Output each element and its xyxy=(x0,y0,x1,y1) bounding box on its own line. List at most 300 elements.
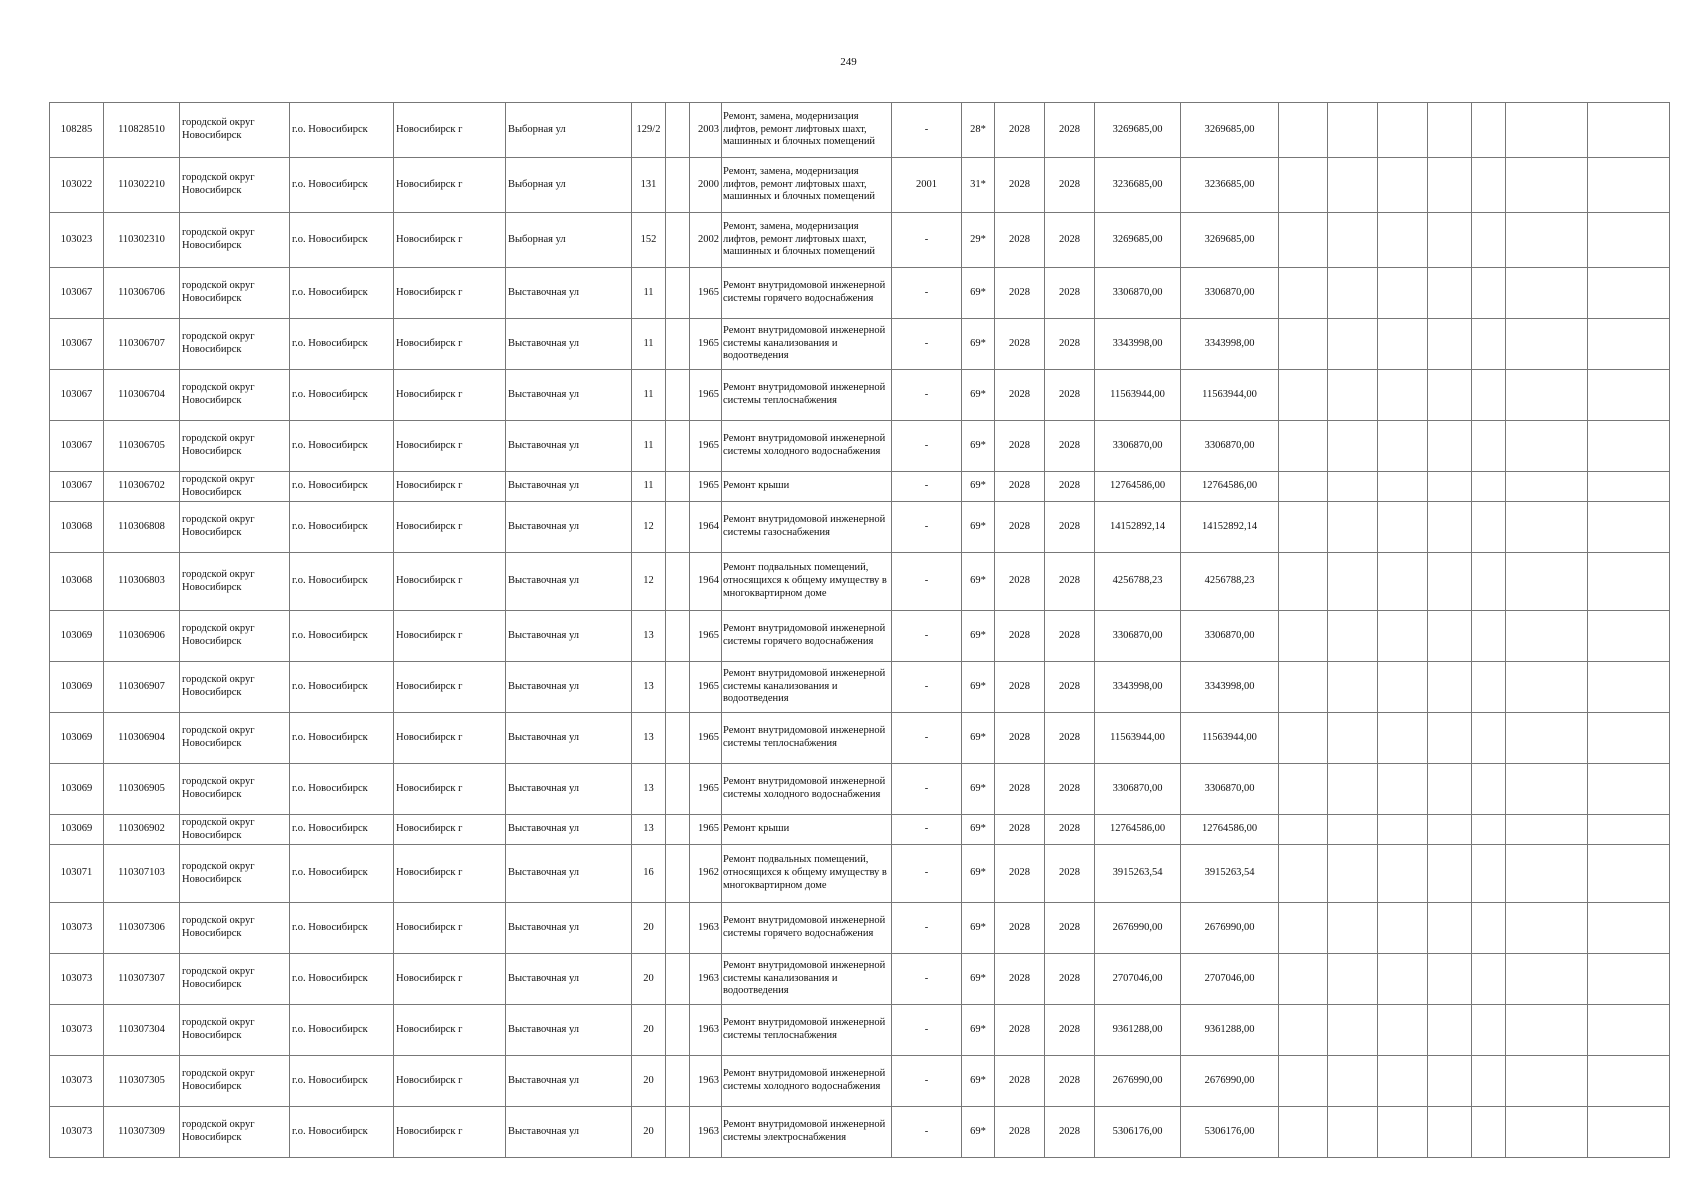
cell-wear: 69* xyxy=(962,954,995,1005)
cell-empty xyxy=(1378,954,1428,1005)
cell-id: 103068 xyxy=(50,553,104,611)
cell-empty xyxy=(1378,421,1428,472)
cell-building xyxy=(666,370,690,421)
cell-empty xyxy=(1328,1056,1378,1107)
cell-empty xyxy=(1279,158,1328,213)
cell-wear: 69* xyxy=(962,903,995,954)
cell-empty xyxy=(1279,1005,1328,1056)
cell-cost-fund: 14152892,14 xyxy=(1181,502,1279,553)
cell-wear: 69* xyxy=(962,764,995,815)
cell-wear: 28* xyxy=(962,103,995,158)
cell-empty xyxy=(1588,319,1670,370)
cell-house: 12 xyxy=(632,553,666,611)
cell-year-built: 1965 xyxy=(690,319,722,370)
cell-empty xyxy=(1588,370,1670,421)
cell-plan-year-start: 2028 xyxy=(995,213,1045,268)
cell-id: 108285 xyxy=(50,103,104,158)
cell-empty xyxy=(1378,103,1428,158)
cell-empty xyxy=(1588,903,1670,954)
cell-wear: 69* xyxy=(962,421,995,472)
cell-house: 20 xyxy=(632,1056,666,1107)
cell-cost-fund: 3236685,00 xyxy=(1181,158,1279,213)
cell-plan-year-end: 2028 xyxy=(1045,319,1095,370)
cell-street: Выставочная ул xyxy=(506,764,632,815)
cell-empty xyxy=(1472,103,1506,158)
cell-municipality: городской округ Новосибирск xyxy=(180,903,290,954)
cell-house: 16 xyxy=(632,845,666,903)
cell-plan-year-start: 2028 xyxy=(995,845,1045,903)
cell-id: 103069 xyxy=(50,611,104,662)
cell-cost-total: 3343998,00 xyxy=(1095,662,1181,713)
cell-wear: 69* xyxy=(962,1107,995,1158)
cell-empty xyxy=(1428,319,1472,370)
cell-city: Новосибирск г xyxy=(394,845,506,903)
cell-year-built: 2002 xyxy=(690,213,722,268)
cell-building xyxy=(666,662,690,713)
cell-city: Новосибирск г xyxy=(394,472,506,502)
cell-building xyxy=(666,611,690,662)
cell-wear: 69* xyxy=(962,815,995,845)
cell-plan-year-start: 2028 xyxy=(995,553,1045,611)
cell-empty xyxy=(1428,370,1472,421)
cell-urban-district: г.о. Новосибирск xyxy=(290,713,394,764)
cell-cost-fund: 2676990,00 xyxy=(1181,903,1279,954)
cell-street: Выставочная ул xyxy=(506,954,632,1005)
cell-work-type: Ремонт внутридомовой инженерной системы горячего водоснабжения xyxy=(722,611,892,662)
cell-municipality: городской округ Новосибирск xyxy=(180,611,290,662)
cell-empty xyxy=(1506,213,1588,268)
cell-code: 110306905 xyxy=(104,764,180,815)
cell-cost-total: 12764586,00 xyxy=(1095,815,1181,845)
cell-street: Выставочная ул xyxy=(506,472,632,502)
cell-empty xyxy=(1428,845,1472,903)
cell-plan-year-end: 2028 xyxy=(1045,472,1095,502)
cell-empty xyxy=(1428,1056,1472,1107)
cell-code: 110307306 xyxy=(104,903,180,954)
table-row xyxy=(50,421,1670,472)
cell-wear: 69* xyxy=(962,472,995,502)
cell-id: 103073 xyxy=(50,954,104,1005)
cell-empty xyxy=(1328,502,1378,553)
cell-urban-district: г.о. Новосибирск xyxy=(290,421,394,472)
cell-year-repair: 2001 xyxy=(892,158,962,213)
cell-empty xyxy=(1328,553,1378,611)
cell-cost-fund: 3306870,00 xyxy=(1181,421,1279,472)
cell-empty xyxy=(1506,1005,1588,1056)
cell-empty xyxy=(1588,158,1670,213)
cell-empty xyxy=(1588,502,1670,553)
cell-street: Выборная ул xyxy=(506,213,632,268)
cell-cost-total: 2707046,00 xyxy=(1095,954,1181,1005)
cell-wear: 69* xyxy=(962,611,995,662)
cell-city: Новосибирск г xyxy=(394,1005,506,1056)
cell-empty xyxy=(1472,319,1506,370)
cell-empty xyxy=(1378,213,1428,268)
cell-wear: 69* xyxy=(962,370,995,421)
cell-house: 152 xyxy=(632,213,666,268)
cell-municipality: городской округ Новосибирск xyxy=(180,1107,290,1158)
cell-empty xyxy=(1472,815,1506,845)
cell-plan-year-start: 2028 xyxy=(995,954,1045,1005)
cell-cost-total: 4256788,23 xyxy=(1095,553,1181,611)
cell-municipality: городской округ Новосибирск xyxy=(180,370,290,421)
cell-urban-district: г.о. Новосибирск xyxy=(290,472,394,502)
cell-house: 11 xyxy=(632,421,666,472)
cell-plan-year-end: 2028 xyxy=(1045,502,1095,553)
cell-empty xyxy=(1472,553,1506,611)
cell-empty xyxy=(1506,1056,1588,1107)
cell-empty xyxy=(1506,421,1588,472)
cell-year-built: 1965 xyxy=(690,472,722,502)
cell-house: 20 xyxy=(632,1107,666,1158)
cell-plan-year-start: 2028 xyxy=(995,1005,1045,1056)
cell-city: Новосибирск г xyxy=(394,764,506,815)
cell-year-repair: - xyxy=(892,472,962,502)
cell-year-built: 2000 xyxy=(690,158,722,213)
cell-plan-year-start: 2028 xyxy=(995,472,1045,502)
cell-empty xyxy=(1472,662,1506,713)
cell-year-built: 1965 xyxy=(690,662,722,713)
cell-street: Выставочная ул xyxy=(506,713,632,764)
cell-id: 103067 xyxy=(50,370,104,421)
cell-code: 110307103 xyxy=(104,845,180,903)
cell-street: Выставочная ул xyxy=(506,903,632,954)
table-row xyxy=(50,213,1670,268)
cell-year-built: 1965 xyxy=(690,815,722,845)
cell-empty xyxy=(1378,1005,1428,1056)
cell-plan-year-start: 2028 xyxy=(995,662,1045,713)
cell-plan-year-start: 2028 xyxy=(995,611,1045,662)
cell-work-type: Ремонт внутридомовой инженерной системы канализования и водоотведения xyxy=(722,319,892,370)
cell-plan-year-end: 2028 xyxy=(1045,764,1095,815)
cell-id: 103073 xyxy=(50,903,104,954)
cell-year-repair: - xyxy=(892,1056,962,1107)
cell-cost-fund: 3343998,00 xyxy=(1181,662,1279,713)
cell-code: 110828510 xyxy=(104,103,180,158)
cell-id: 103069 xyxy=(50,815,104,845)
table-row xyxy=(50,472,1670,502)
cell-empty xyxy=(1279,553,1328,611)
cell-building xyxy=(666,764,690,815)
cell-empty xyxy=(1328,472,1378,502)
cell-code: 110306902 xyxy=(104,815,180,845)
cell-plan-year-start: 2028 xyxy=(995,1056,1045,1107)
cell-empty xyxy=(1506,268,1588,319)
table-row xyxy=(50,815,1670,845)
cell-urban-district: г.о. Новосибирск xyxy=(290,954,394,1005)
cell-house: 11 xyxy=(632,319,666,370)
cell-cost-fund: 4256788,23 xyxy=(1181,553,1279,611)
cell-code: 110302310 xyxy=(104,213,180,268)
cell-cost-total: 3306870,00 xyxy=(1095,764,1181,815)
cell-plan-year-start: 2028 xyxy=(995,421,1045,472)
cell-empty xyxy=(1472,268,1506,319)
cell-urban-district: г.о. Новосибирск xyxy=(290,502,394,553)
cell-empty xyxy=(1328,213,1378,268)
cell-cost-fund: 11563944,00 xyxy=(1181,370,1279,421)
cell-code: 110306906 xyxy=(104,611,180,662)
cell-empty xyxy=(1378,553,1428,611)
cell-year-repair: - xyxy=(892,954,962,1005)
cell-city: Новосибирск г xyxy=(394,268,506,319)
cell-work-type: Ремонт подвальных помещений, относящихся к общему имуществу в многоквартирном доме xyxy=(722,845,892,903)
cell-id: 103022 xyxy=(50,158,104,213)
cell-year-built: 1965 xyxy=(690,611,722,662)
cell-empty xyxy=(1472,421,1506,472)
cell-house: 13 xyxy=(632,662,666,713)
cell-house: 13 xyxy=(632,713,666,764)
cell-empty xyxy=(1328,954,1378,1005)
cell-street: Выставочная ул xyxy=(506,268,632,319)
cell-empty xyxy=(1588,1056,1670,1107)
cell-house: 20 xyxy=(632,1005,666,1056)
cell-id: 103068 xyxy=(50,502,104,553)
cell-street: Выборная ул xyxy=(506,103,632,158)
cell-house: 20 xyxy=(632,954,666,1005)
cell-empty xyxy=(1472,370,1506,421)
cell-year-repair: - xyxy=(892,1107,962,1158)
cell-empty xyxy=(1506,319,1588,370)
cell-year-repair: - xyxy=(892,611,962,662)
cell-empty xyxy=(1588,764,1670,815)
cell-wear: 69* xyxy=(962,268,995,319)
cell-cost-total: 3236685,00 xyxy=(1095,158,1181,213)
cell-empty xyxy=(1428,268,1472,319)
cell-street: Выборная ул xyxy=(506,158,632,213)
cell-empty xyxy=(1279,845,1328,903)
cell-urban-district: г.о. Новосибирск xyxy=(290,815,394,845)
cell-wear: 69* xyxy=(962,1056,995,1107)
cell-year-built: 1962 xyxy=(690,845,722,903)
cell-id: 103073 xyxy=(50,1056,104,1107)
cell-empty xyxy=(1472,1107,1506,1158)
cell-municipality: городской округ Новосибирск xyxy=(180,103,290,158)
cell-id: 103067 xyxy=(50,472,104,502)
cell-code: 110307309 xyxy=(104,1107,180,1158)
cell-cost-total: 9361288,00 xyxy=(1095,1005,1181,1056)
cell-empty xyxy=(1279,1107,1328,1158)
cell-work-type: Ремонт внутридомовой инженерной системы канализования и водоотведения xyxy=(722,662,892,713)
cell-cost-total: 12764586,00 xyxy=(1095,472,1181,502)
cell-wear: 69* xyxy=(962,713,995,764)
cell-cost-total: 3915263,54 xyxy=(1095,845,1181,903)
cell-empty xyxy=(1506,662,1588,713)
cell-plan-year-end: 2028 xyxy=(1045,268,1095,319)
cell-street: Выставочная ул xyxy=(506,845,632,903)
cell-wear: 29* xyxy=(962,213,995,268)
table-row xyxy=(50,1056,1670,1107)
cell-year-repair: - xyxy=(892,421,962,472)
cell-municipality: городской округ Новосибирск xyxy=(180,502,290,553)
cell-city: Новосибирск г xyxy=(394,1107,506,1158)
cell-empty xyxy=(1506,502,1588,553)
cell-work-type: Ремонт, замена, модернизация лифтов, ремонт лифтовых шахт, машинных и блочных помещений xyxy=(722,158,892,213)
cell-cost-total: 3269685,00 xyxy=(1095,213,1181,268)
cell-urban-district: г.о. Новосибирск xyxy=(290,370,394,421)
cell-work-type: Ремонт внутридомовой инженерной системы холодного водоснабжения xyxy=(722,1056,892,1107)
cell-building xyxy=(666,903,690,954)
cell-plan-year-end: 2028 xyxy=(1045,713,1095,764)
cell-code: 110306706 xyxy=(104,268,180,319)
cell-year-built: 1963 xyxy=(690,1107,722,1158)
cell-cost-total: 3306870,00 xyxy=(1095,421,1181,472)
cell-building xyxy=(666,472,690,502)
cell-year-repair: - xyxy=(892,845,962,903)
cell-empty xyxy=(1506,815,1588,845)
cell-wear: 69* xyxy=(962,319,995,370)
cell-cost-fund: 3343998,00 xyxy=(1181,319,1279,370)
cell-empty xyxy=(1428,1005,1472,1056)
cell-empty xyxy=(1378,764,1428,815)
cell-empty xyxy=(1588,268,1670,319)
cell-plan-year-start: 2028 xyxy=(995,815,1045,845)
cell-wear: 69* xyxy=(962,1005,995,1056)
cell-empty xyxy=(1328,611,1378,662)
cell-empty xyxy=(1588,1107,1670,1158)
cell-id: 103073 xyxy=(50,1005,104,1056)
cell-empty xyxy=(1588,1005,1670,1056)
cell-urban-district: г.о. Новосибирск xyxy=(290,1056,394,1107)
table-row xyxy=(50,764,1670,815)
cell-street: Выставочная ул xyxy=(506,319,632,370)
cell-work-type: Ремонт внутридомовой инженерной системы электроснабжения xyxy=(722,1107,892,1158)
cell-id: 103023 xyxy=(50,213,104,268)
cell-empty xyxy=(1378,903,1428,954)
cell-plan-year-start: 2028 xyxy=(995,713,1045,764)
cell-house: 20 xyxy=(632,903,666,954)
cell-city: Новосибирск г xyxy=(394,662,506,713)
cell-empty xyxy=(1472,845,1506,903)
cell-cost-fund: 5306176,00 xyxy=(1181,1107,1279,1158)
cell-building xyxy=(666,1005,690,1056)
cell-empty xyxy=(1328,1005,1378,1056)
cell-empty xyxy=(1378,815,1428,845)
cell-municipality: городской округ Новосибирск xyxy=(180,213,290,268)
cell-city: Новосибирск г xyxy=(394,553,506,611)
cell-urban-district: г.о. Новосибирск xyxy=(290,553,394,611)
cell-plan-year-end: 2028 xyxy=(1045,611,1095,662)
cell-code: 110307304 xyxy=(104,1005,180,1056)
cell-house: 131 xyxy=(632,158,666,213)
cell-code: 110306705 xyxy=(104,421,180,472)
table-row xyxy=(50,370,1670,421)
cell-work-type: Ремонт внутридомовой инженерной системы горячего водоснабжения xyxy=(722,903,892,954)
cell-year-repair: - xyxy=(892,1005,962,1056)
cell-building xyxy=(666,319,690,370)
cell-empty xyxy=(1472,213,1506,268)
cell-house: 11 xyxy=(632,268,666,319)
cell-year-repair: - xyxy=(892,268,962,319)
cell-house: 11 xyxy=(632,370,666,421)
cell-empty xyxy=(1279,268,1328,319)
cell-empty xyxy=(1378,845,1428,903)
cell-empty xyxy=(1472,764,1506,815)
page-number: 249 xyxy=(840,56,857,68)
cell-year-repair: - xyxy=(892,502,962,553)
cell-wear: 69* xyxy=(962,553,995,611)
cell-code: 110306907 xyxy=(104,662,180,713)
cell-empty xyxy=(1378,662,1428,713)
cell-house: 129/2 xyxy=(632,103,666,158)
cell-city: Новосибирск г xyxy=(394,103,506,158)
cell-empty xyxy=(1428,764,1472,815)
cell-cost-fund: 12764586,00 xyxy=(1181,472,1279,502)
cell-empty xyxy=(1588,213,1670,268)
cell-work-type: Ремонт крыши xyxy=(722,472,892,502)
cell-empty xyxy=(1428,1107,1472,1158)
cell-empty xyxy=(1428,421,1472,472)
cell-year-repair: - xyxy=(892,553,962,611)
cell-empty xyxy=(1588,611,1670,662)
table-row xyxy=(50,903,1670,954)
cell-id: 103071 xyxy=(50,845,104,903)
cell-urban-district: г.о. Новосибирск xyxy=(290,662,394,713)
cell-code: 110307307 xyxy=(104,954,180,1005)
cell-empty xyxy=(1328,370,1378,421)
cell-work-type: Ремонт внутридомовой инженерной системы канализования и водоотведения xyxy=(722,954,892,1005)
table-row xyxy=(50,662,1670,713)
table-row xyxy=(50,611,1670,662)
cell-municipality: городской округ Новосибирск xyxy=(180,268,290,319)
cell-year-repair: - xyxy=(892,319,962,370)
table-row xyxy=(50,845,1670,903)
cell-code: 110306707 xyxy=(104,319,180,370)
cell-empty xyxy=(1279,319,1328,370)
cell-building xyxy=(666,213,690,268)
cell-work-type: Ремонт внутридомовой инженерной системы холодного водоснабжения xyxy=(722,421,892,472)
cell-empty xyxy=(1279,611,1328,662)
cell-work-type: Ремонт внутридомовой инженерной системы теплоснабжения xyxy=(722,370,892,421)
cell-empty xyxy=(1328,158,1378,213)
cell-empty xyxy=(1472,472,1506,502)
cell-empty xyxy=(1506,845,1588,903)
cell-empty xyxy=(1588,845,1670,903)
cell-work-type: Ремонт внутридомовой инженерной системы газоснабжения xyxy=(722,502,892,553)
cell-plan-year-end: 2028 xyxy=(1045,954,1095,1005)
cell-year-repair: - xyxy=(892,764,962,815)
cell-cost-fund: 3269685,00 xyxy=(1181,103,1279,158)
cell-city: Новосибирск г xyxy=(394,1056,506,1107)
cell-municipality: городской округ Новосибирск xyxy=(180,815,290,845)
cell-house: 13 xyxy=(632,611,666,662)
cell-plan-year-start: 2028 xyxy=(995,764,1045,815)
cell-cost-total: 3269685,00 xyxy=(1095,103,1181,158)
cell-city: Новосибирск г xyxy=(394,611,506,662)
cell-empty xyxy=(1428,103,1472,158)
cell-street: Выставочная ул xyxy=(506,815,632,845)
cell-house: 12 xyxy=(632,502,666,553)
cell-empty xyxy=(1428,713,1472,764)
cell-municipality: городской округ Новосибирск xyxy=(180,1056,290,1107)
cell-empty xyxy=(1472,1005,1506,1056)
cell-plan-year-end: 2028 xyxy=(1045,103,1095,158)
cell-street: Выставочная ул xyxy=(506,421,632,472)
cell-city: Новосибирск г xyxy=(394,815,506,845)
cell-empty xyxy=(1506,103,1588,158)
cell-cost-total: 14152892,14 xyxy=(1095,502,1181,553)
cell-empty xyxy=(1506,611,1588,662)
cell-id: 103069 xyxy=(50,764,104,815)
cell-empty xyxy=(1588,815,1670,845)
cell-urban-district: г.о. Новосибирск xyxy=(290,764,394,815)
cell-street: Выставочная ул xyxy=(506,611,632,662)
cell-empty xyxy=(1472,713,1506,764)
cell-empty xyxy=(1279,370,1328,421)
cell-plan-year-end: 2028 xyxy=(1045,1056,1095,1107)
cell-cost-fund: 3306870,00 xyxy=(1181,611,1279,662)
cell-urban-district: г.о. Новосибирск xyxy=(290,268,394,319)
cell-work-type: Ремонт внутридомовой инженерной системы горячего водоснабжения xyxy=(722,268,892,319)
